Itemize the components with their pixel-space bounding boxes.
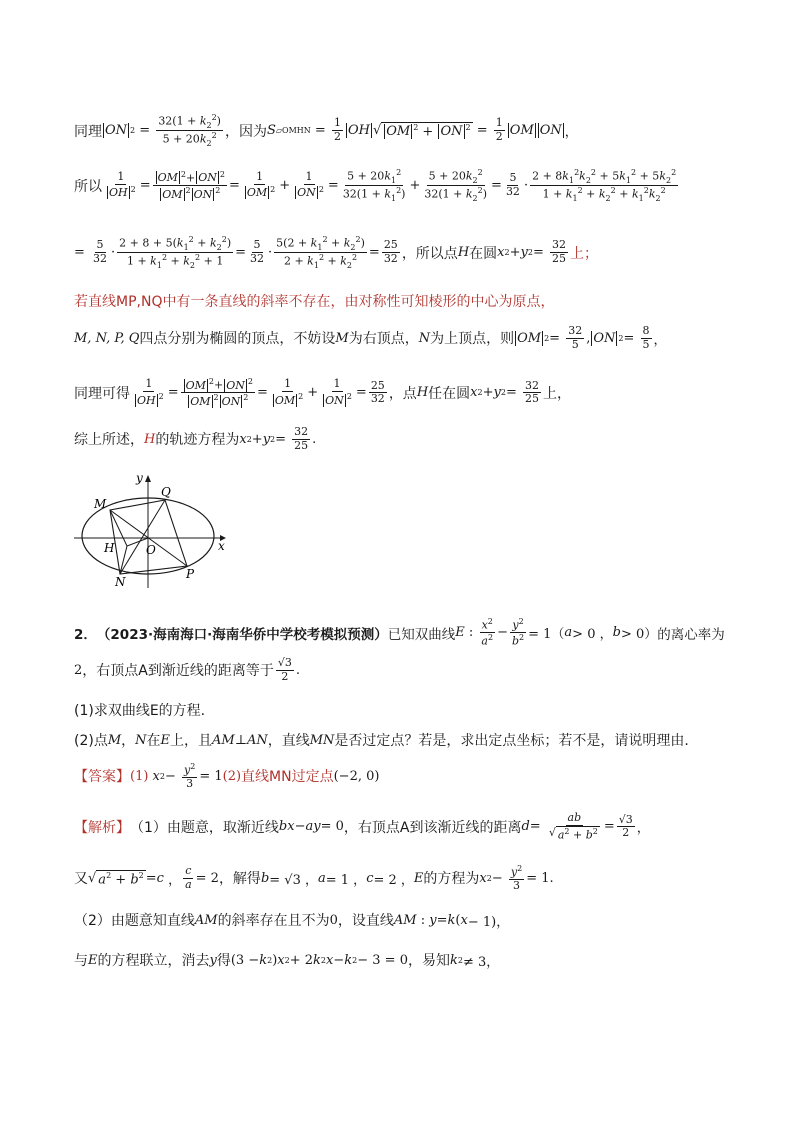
text: 的方程为 — [423, 871, 480, 888]
text: 为右顶点， — [348, 331, 419, 348]
math: 2 — [74, 662, 83, 678]
text: 的斜率存在且不为 — [217, 913, 330, 929]
line-3 — [74, 235, 598, 270]
text: 为上顶点，则 — [430, 331, 515, 348]
text: (2)点 — [74, 733, 108, 749]
math: bx − ay = 0 — [278, 819, 344, 835]
answer-tag: 【答案】 — [74, 769, 130, 786]
math: M — [335, 330, 349, 346]
math: 0 — [329, 912, 338, 928]
text: 若直线MP,NQ中有一条直线的斜率不存在，由对称性可知棱形的中心为原点， — [74, 294, 555, 310]
text: ，右顶点A到该渐近线的距离 — [343, 819, 522, 836]
text: (1)求双曲线E的方程. — [74, 703, 206, 719]
math: OM 2 = $\frac{32}{5}$ , ON 2 = $\frac{8}{5}$ ， — [517, 324, 667, 351]
text: 任在圆 — [428, 385, 471, 402]
text: 的轨迹方程为 — [155, 432, 240, 449]
math: (−2, 0) — [333, 768, 380, 784]
line-6 — [74, 377, 571, 409]
text: 与 — [74, 953, 88, 969]
line-7 — [74, 426, 316, 452]
problem2-stem-line1 — [74, 617, 725, 649]
problem-number: 2． — [74, 626, 97, 643]
ellipse-figure — [70, 470, 240, 590]
text: 的方程联立，消去 — [97, 953, 210, 969]
math: x 2 + y 2 = $\frac{32}{25}$ . — [239, 425, 317, 452]
math: d = ab √ $a^2 + b^2$ = $\frac{√3}{2}$ ， — [521, 811, 650, 842]
math: M, N, P, Q — [74, 330, 140, 346]
text: 同理可得 — [74, 385, 130, 402]
text: 四点分别为椭圆的顶点，不妨设 — [139, 331, 336, 348]
math: x 2 − $\frac{y^2}{3}$ = 1 — [152, 762, 223, 791]
answer-line — [74, 762, 379, 791]
text: 又 — [74, 871, 88, 888]
label-h: H — [104, 541, 115, 555]
text: 在圆 — [469, 245, 498, 262]
analysis-line4 — [74, 950, 499, 970]
text: 上， — [542, 385, 571, 402]
text: （1）由题意，取渐近线 — [130, 819, 279, 836]
label-y: y — [136, 471, 143, 485]
math: y — [209, 952, 217, 968]
math: (2) — [222, 768, 242, 784]
text: 所以 — [74, 178, 102, 195]
math: b = √3 ， a = 1 ， c = 2 ， E — [260, 870, 424, 888]
label-q: Q — [161, 485, 171, 499]
text: 同理 — [74, 123, 102, 140]
math: AM ⊥ AN — [212, 732, 268, 748]
math: AM : y = k ( x − 1)， — [393, 912, 510, 930]
math: MN — [309, 732, 335, 748]
line-5 — [74, 325, 667, 351]
analysis-line2 — [74, 864, 554, 893]
text: 直线MN过定点 — [241, 769, 334, 786]
text: 上； — [569, 245, 598, 262]
math: E — [160, 732, 171, 748]
problem2-stem-line2 — [74, 657, 300, 683]
line-1 — [74, 113, 578, 148]
math: N — [418, 330, 431, 346]
question-2: (2)点 M ， N 在 E 上，且 AM ⊥ AN ，直线 MN 是否过定点？若是，求出定点坐标；若不是，请说明理由. — [74, 730, 689, 750]
text: ，右顶点A到渐近线的距离等于 — [82, 663, 274, 680]
segment-hn — [120, 546, 127, 574]
text: ，点 — [388, 385, 417, 402]
analysis-tag: 【解析】 — [74, 819, 130, 836]
text: 是否过定点？若是，求出定点坐标；若不是，请说明理由. — [334, 733, 689, 749]
math: N — [135, 732, 147, 748]
text: 的离心率为 — [657, 626, 725, 643]
math: √ $a^2 + b^2$ = c ， $\frac{c}{a}$ = 2 — [88, 864, 219, 891]
math: H — [144, 431, 156, 447]
analysis-line1 — [74, 812, 650, 842]
math: x 2 + y 2 = $\frac{32}{25}$ — [497, 238, 566, 266]
math: x 2 − $\frac{y^2}{3}$ = 1. — [479, 864, 554, 893]
math: $\frac{√3}{2}$ . — [277, 656, 301, 683]
math: (3 − k 2 ) x 2 + 2 k 2 x − k 2 − 3 = 0 — [230, 952, 408, 968]
math: ON 2 = $\frac{32(1 + k_2^2)}{5 + 20k_2^2}$ — [105, 113, 221, 148]
text: ，设直线 — [337, 913, 394, 929]
math: S ▱OMHN = $\frac{1}{2}$ OH √ OM $^2$ + ON $^2$ = $\frac{1}{2}$ OM ON ， — [266, 116, 578, 144]
math: = $\frac{5}{32}$ · $\frac{2 + 8 + 5(k_1^2 + k_2^2)}{1 + k_1^2 + k_2^2 + 1}$ = $\frac{5}{32}$ · $\frac{5(2 + k_1^2 + k_2^2)}{2 + k_1^2 + k_2^2}$ = $\frac{25}{32}$ — [74, 235, 398, 270]
problem-source: （2023·海南海口·海南华侨中学校考模拟预测） — [96, 626, 388, 643]
text: 已知双曲线 — [387, 626, 456, 643]
math: H — [457, 245, 470, 261]
text: 在 — [146, 733, 161, 749]
math: $\frac{1}{OH ^2}$ = $\frac{OM ^2+ ON ^2}{OM ^2 ON ^2}$ = $\frac{1}{OM ^2}$ + $\frac{1}{ON ^2}$ = $\frac{5 + 20k_1^2}{32(1 + k_1^2)}$ + $\frac{5 + 20k_2^2}{32(1 + k_2^2)}$ = $\frac{5}{32}$ · $\frac{2 + 8k_1^2k_2^2 + 5k_1^2 + 5k_2^2}{1 + k_1^2 + k_2^2 + k_1^2k_2^2}$ — [109, 168, 677, 203]
line-4 — [74, 291, 554, 311]
text: ，直线 — [267, 733, 310, 749]
math: M — [107, 732, 122, 748]
text: 综上所述， — [74, 432, 144, 449]
text: 得 — [216, 953, 231, 969]
text: ，所以点 — [401, 245, 458, 262]
diagonal-nq — [120, 500, 165, 574]
label-p: P — [186, 567, 195, 581]
math: $\frac{1}{OH ^2}$ = $\frac{OM ^2+ ON ^2}{OM ^2 ON ^2}$ = $\frac{1}{OM ^2}$ + $\frac{1}{ON ^2}$ = $\frac{25}{32}$ — [137, 377, 385, 408]
math: H — [416, 385, 429, 401]
question-1 — [74, 700, 205, 720]
line-2 — [74, 168, 680, 203]
text: ，因为 — [224, 123, 267, 140]
math: E : $\frac{x^2}{a^2}$ − $\frac{y^2}{b^2}$ = 1（ a > 0 ， b > 0） — [455, 617, 658, 648]
math: x 2 + y 2 = $\frac{32}{25}$ — [470, 378, 539, 406]
math: AM — [194, 912, 218, 928]
math: E — [88, 952, 98, 968]
label-x: x — [218, 539, 225, 553]
label-n: N — [115, 575, 126, 589]
text: ，解得 — [218, 871, 261, 888]
text: （2）由题意知直线 — [74, 913, 195, 929]
math: k 2 ≠ 3， — [449, 952, 500, 970]
y-axis-arrow — [145, 475, 151, 482]
text: 上，且 — [170, 733, 213, 749]
label-m: M — [94, 497, 107, 511]
analysis-line3 — [74, 910, 509, 930]
text: ，易知 — [407, 953, 450, 969]
math: (1) — [130, 768, 153, 784]
label-o: O — [146, 543, 156, 557]
